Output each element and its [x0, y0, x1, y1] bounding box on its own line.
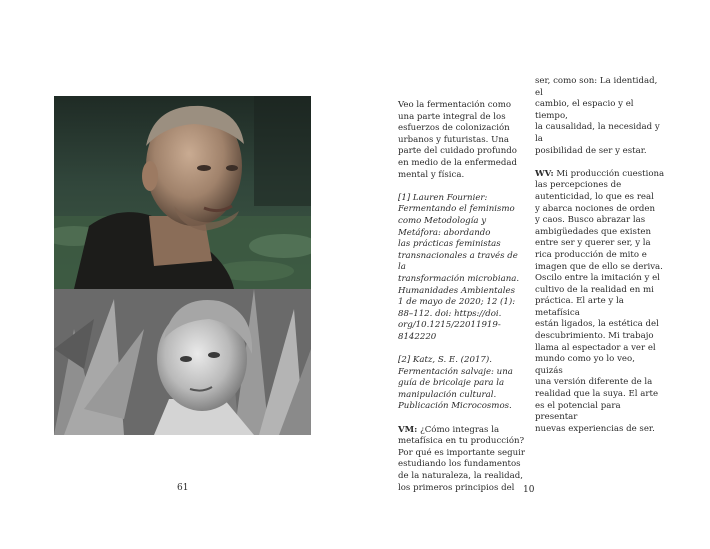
photo-man-forest	[54, 96, 311, 289]
paragraph-fermentation: Veo la fermentación como una parte integral de los esfuerzos de colonización urbanos y futuristas. Una parte del cuidado profundo en medio de la enfermedad mental y física.	[398, 100, 518, 180]
interview-answer	[535, 169, 665, 436]
answer-text: Mi producción cuestiona las percepciones de autenticidad, lo que es real y abarca nociones de orden y caos. Busco abrazar las ambigüedades que existen entre ser y querer ser, y la rica producción de mito e imagen que de ello se deriva. Oscilo entre la imitación y el cultivo de la realidad en mi práctica. El arte y la metafísica están ligados, la estética del descubrimiento. Mi trabajo llama al espectador a ver el mundo como yo lo veo, quizás una versión diferente de la realidad que la suya. El arte es el potencial para presentar nuevas experiencias de ser.	[535, 168, 665, 434]
footnote-2: [2] Katz, S. E. (2017). Fermentación salvaje: una guía de bricolaje para la manipulación cultural. Publicación Microcosmos.	[398, 355, 513, 412]
answer-speaker: WV:	[535, 168, 554, 179]
question-speaker: VM:	[398, 424, 418, 435]
photo-woman-agave	[54, 289, 311, 435]
text-column-right	[535, 76, 665, 435]
text-column-left	[398, 100, 528, 494]
paragraph-continuation: ser, como son: La identidad, el cambio, el espacio y el tiempo, la causalidad, la necesidad y la posibilidad de ser y estar.	[535, 76, 660, 156]
question-text: ¿Cómo integras la metafísica en tu producción? Por qué es importante seguir estudiando los fundamentos de la naturaleza, la realidad, los primeros principios del	[398, 424, 525, 493]
page-number-left: 61	[177, 483, 189, 493]
footnote-1: [1] Lauren Fournier: Fermentando el feminismo como Metodología y Metáfora: abordando las prácticas feministas transnacionales a través de la transformación microbiana. Humanidades Ambientales 1 de mayo de 2020; 12 (1): 88–112. doi: https://doi. org/10.1215/22011919-8142220	[398, 192, 520, 342]
interview-question	[398, 425, 528, 495]
page-number-right: 10	[523, 485, 535, 495]
